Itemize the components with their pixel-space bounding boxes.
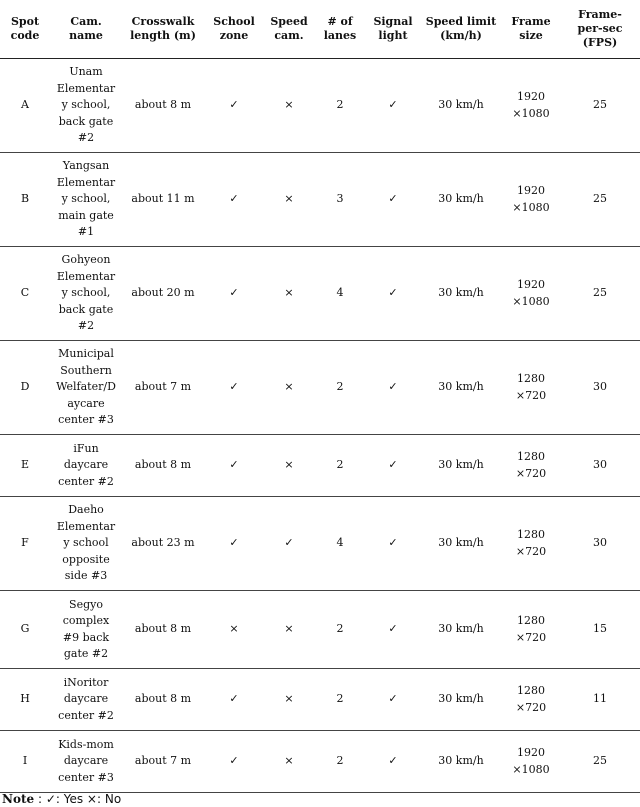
cell-frame-size: 1920 ×1080 xyxy=(502,731,560,793)
cell-crosswalk-length: about 8 m xyxy=(122,435,204,497)
table-row xyxy=(0,247,640,341)
cell-speed-limit: 30 km/h xyxy=(420,669,502,731)
cell-spot-code: C xyxy=(0,247,50,341)
cell-crosswalk-length: about 23 m xyxy=(122,497,204,591)
cell-frame-size: 1920 ×1080 xyxy=(502,153,560,247)
cell-signal-light: ✓ xyxy=(366,497,420,591)
cell-frame-size: 1280 ×720 xyxy=(502,591,560,669)
col-header-crosswalk-length: Crosswalk length (m) xyxy=(122,0,204,59)
cell-speed-cam: × xyxy=(264,153,314,247)
table-row xyxy=(0,59,640,153)
col-header-frame-size: Frame size xyxy=(502,0,560,59)
cell-spot-code: E xyxy=(0,435,50,497)
col-header-speed-limit: Speed limit (km/h) xyxy=(420,0,502,59)
cell-fps: 30 xyxy=(560,341,640,435)
cell-lanes: 2 xyxy=(314,59,366,153)
cell-school-zone: ✓ xyxy=(204,669,264,731)
note-label: Note xyxy=(2,792,35,806)
cell-speed-cam: × xyxy=(264,669,314,731)
cell-school-zone: ✓ xyxy=(204,247,264,341)
cell-crosswalk-length: about 8 m xyxy=(122,59,204,153)
cell-frame-size: 1920 ×1080 xyxy=(502,59,560,153)
cell-spot-code: F xyxy=(0,497,50,591)
cell-cam-name: Unam Elementar y school, back gate #2 xyxy=(50,59,122,153)
cell-school-zone: × xyxy=(204,591,264,669)
cell-speed-cam: × xyxy=(264,341,314,435)
col-header-signal-light: Signal light xyxy=(366,0,420,59)
cell-spot-code: A xyxy=(0,59,50,153)
cell-crosswalk-length: about 7 m xyxy=(122,731,204,793)
cell-spot-code: B xyxy=(0,153,50,247)
note-text: : ✓: Yes ×: No xyxy=(34,792,122,806)
col-header-lanes: # of lanes xyxy=(314,0,366,59)
cell-cam-name: Kids-mom daycare center #3 xyxy=(50,731,122,793)
cell-speed-cam: × xyxy=(264,435,314,497)
table-row xyxy=(0,591,640,669)
cell-lanes: 4 xyxy=(314,497,366,591)
cell-fps: 30 xyxy=(560,435,640,497)
cell-lanes: 4 xyxy=(314,247,366,341)
cell-crosswalk-length: about 8 m xyxy=(122,669,204,731)
cell-speed-limit: 30 km/h xyxy=(420,59,502,153)
cell-crosswalk-length: about 8 m xyxy=(122,591,204,669)
cell-spot-code: D xyxy=(0,341,50,435)
cell-cam-name: Daeho Elementar y school opposite side #3 xyxy=(50,497,122,591)
table-row xyxy=(0,435,640,497)
cell-lanes: 2 xyxy=(314,591,366,669)
cell-speed-limit: 30 km/h xyxy=(420,341,502,435)
cell-school-zone: ✓ xyxy=(204,435,264,497)
cell-cam-name: Municipal Southern Welfater/D aycare center #3 xyxy=(50,341,122,435)
cell-fps: 25 xyxy=(560,247,640,341)
cell-signal-light: ✓ xyxy=(366,59,420,153)
cell-frame-size: 1920 ×1080 xyxy=(502,247,560,341)
table-header-row xyxy=(0,0,640,59)
col-header-spot-code: Spot code xyxy=(0,0,50,59)
cell-frame-size: 1280 ×720 xyxy=(502,669,560,731)
cell-signal-light: ✓ xyxy=(366,435,420,497)
cell-speed-cam: × xyxy=(264,591,314,669)
col-header-speed-cam: Speed cam. xyxy=(264,0,314,59)
cell-fps: 25 xyxy=(560,153,640,247)
cell-cam-name: iFun daycare center #2 xyxy=(50,435,122,497)
cell-fps: 25 xyxy=(560,59,640,153)
cell-signal-light: ✓ xyxy=(366,591,420,669)
cell-speed-limit: 30 km/h xyxy=(420,591,502,669)
cell-lanes: 2 xyxy=(314,435,366,497)
cell-speed-limit: 30 km/h xyxy=(420,153,502,247)
cell-speed-cam: ✓ xyxy=(264,497,314,591)
cell-fps: 11 xyxy=(560,669,640,731)
cell-spot-code: I xyxy=(0,731,50,793)
table-row xyxy=(0,153,640,247)
cell-signal-light: ✓ xyxy=(366,341,420,435)
table-row xyxy=(0,731,640,793)
cell-school-zone: ✓ xyxy=(204,341,264,435)
cell-signal-light: ✓ xyxy=(366,669,420,731)
cell-school-zone: ✓ xyxy=(204,153,264,247)
cell-frame-size: 1280 ×720 xyxy=(502,497,560,591)
cell-signal-light: ✓ xyxy=(366,247,420,341)
table-row xyxy=(0,497,640,591)
cell-frame-size: 1280 ×720 xyxy=(502,341,560,435)
cell-lanes: 3 xyxy=(314,153,366,247)
cell-fps: 15 xyxy=(560,591,640,669)
cell-crosswalk-length: about 11 m xyxy=(122,153,204,247)
cell-lanes: 2 xyxy=(314,731,366,793)
cell-cam-name: Segyo complex #9 back gate #2 xyxy=(50,591,122,669)
col-header-fps: Frame- per-sec (FPS) xyxy=(560,0,640,59)
cell-speed-limit: 30 km/h xyxy=(420,435,502,497)
col-header-school-zone: School zone xyxy=(204,0,264,59)
table-note xyxy=(2,792,121,806)
cell-speed-limit: 30 km/h xyxy=(420,247,502,341)
col-header-cam-name: Cam. name xyxy=(50,0,122,59)
cell-school-zone: ✓ xyxy=(204,731,264,793)
cell-spot-code: G xyxy=(0,591,50,669)
cell-cam-name: Gohyeon Elementar y school, back gate #2 xyxy=(50,247,122,341)
cell-signal-light: ✓ xyxy=(366,731,420,793)
cell-cam-name: iNoritor daycare center #2 xyxy=(50,669,122,731)
table-row xyxy=(0,341,640,435)
cell-crosswalk-length: about 7 m xyxy=(122,341,204,435)
cell-school-zone: ✓ xyxy=(204,497,264,591)
cell-lanes: 2 xyxy=(314,669,366,731)
cell-school-zone: ✓ xyxy=(204,59,264,153)
cell-fps: 25 xyxy=(560,731,640,793)
cell-speed-cam: × xyxy=(264,59,314,153)
cell-speed-limit: 30 km/h xyxy=(420,497,502,591)
cell-spot-code: H xyxy=(0,669,50,731)
cell-speed-limit: 30 km/h xyxy=(420,731,502,793)
cell-frame-size: 1280 ×720 xyxy=(502,435,560,497)
cell-crosswalk-length: about 20 m xyxy=(122,247,204,341)
cell-lanes: 2 xyxy=(314,341,366,435)
cell-speed-cam: × xyxy=(264,731,314,793)
cell-signal-light: ✓ xyxy=(366,153,420,247)
cell-cam-name: Yangsan Elementar y school, main gate #1 xyxy=(50,153,122,247)
table-row xyxy=(0,669,640,731)
cell-fps: 30 xyxy=(560,497,640,591)
cell-speed-cam: × xyxy=(264,247,314,341)
